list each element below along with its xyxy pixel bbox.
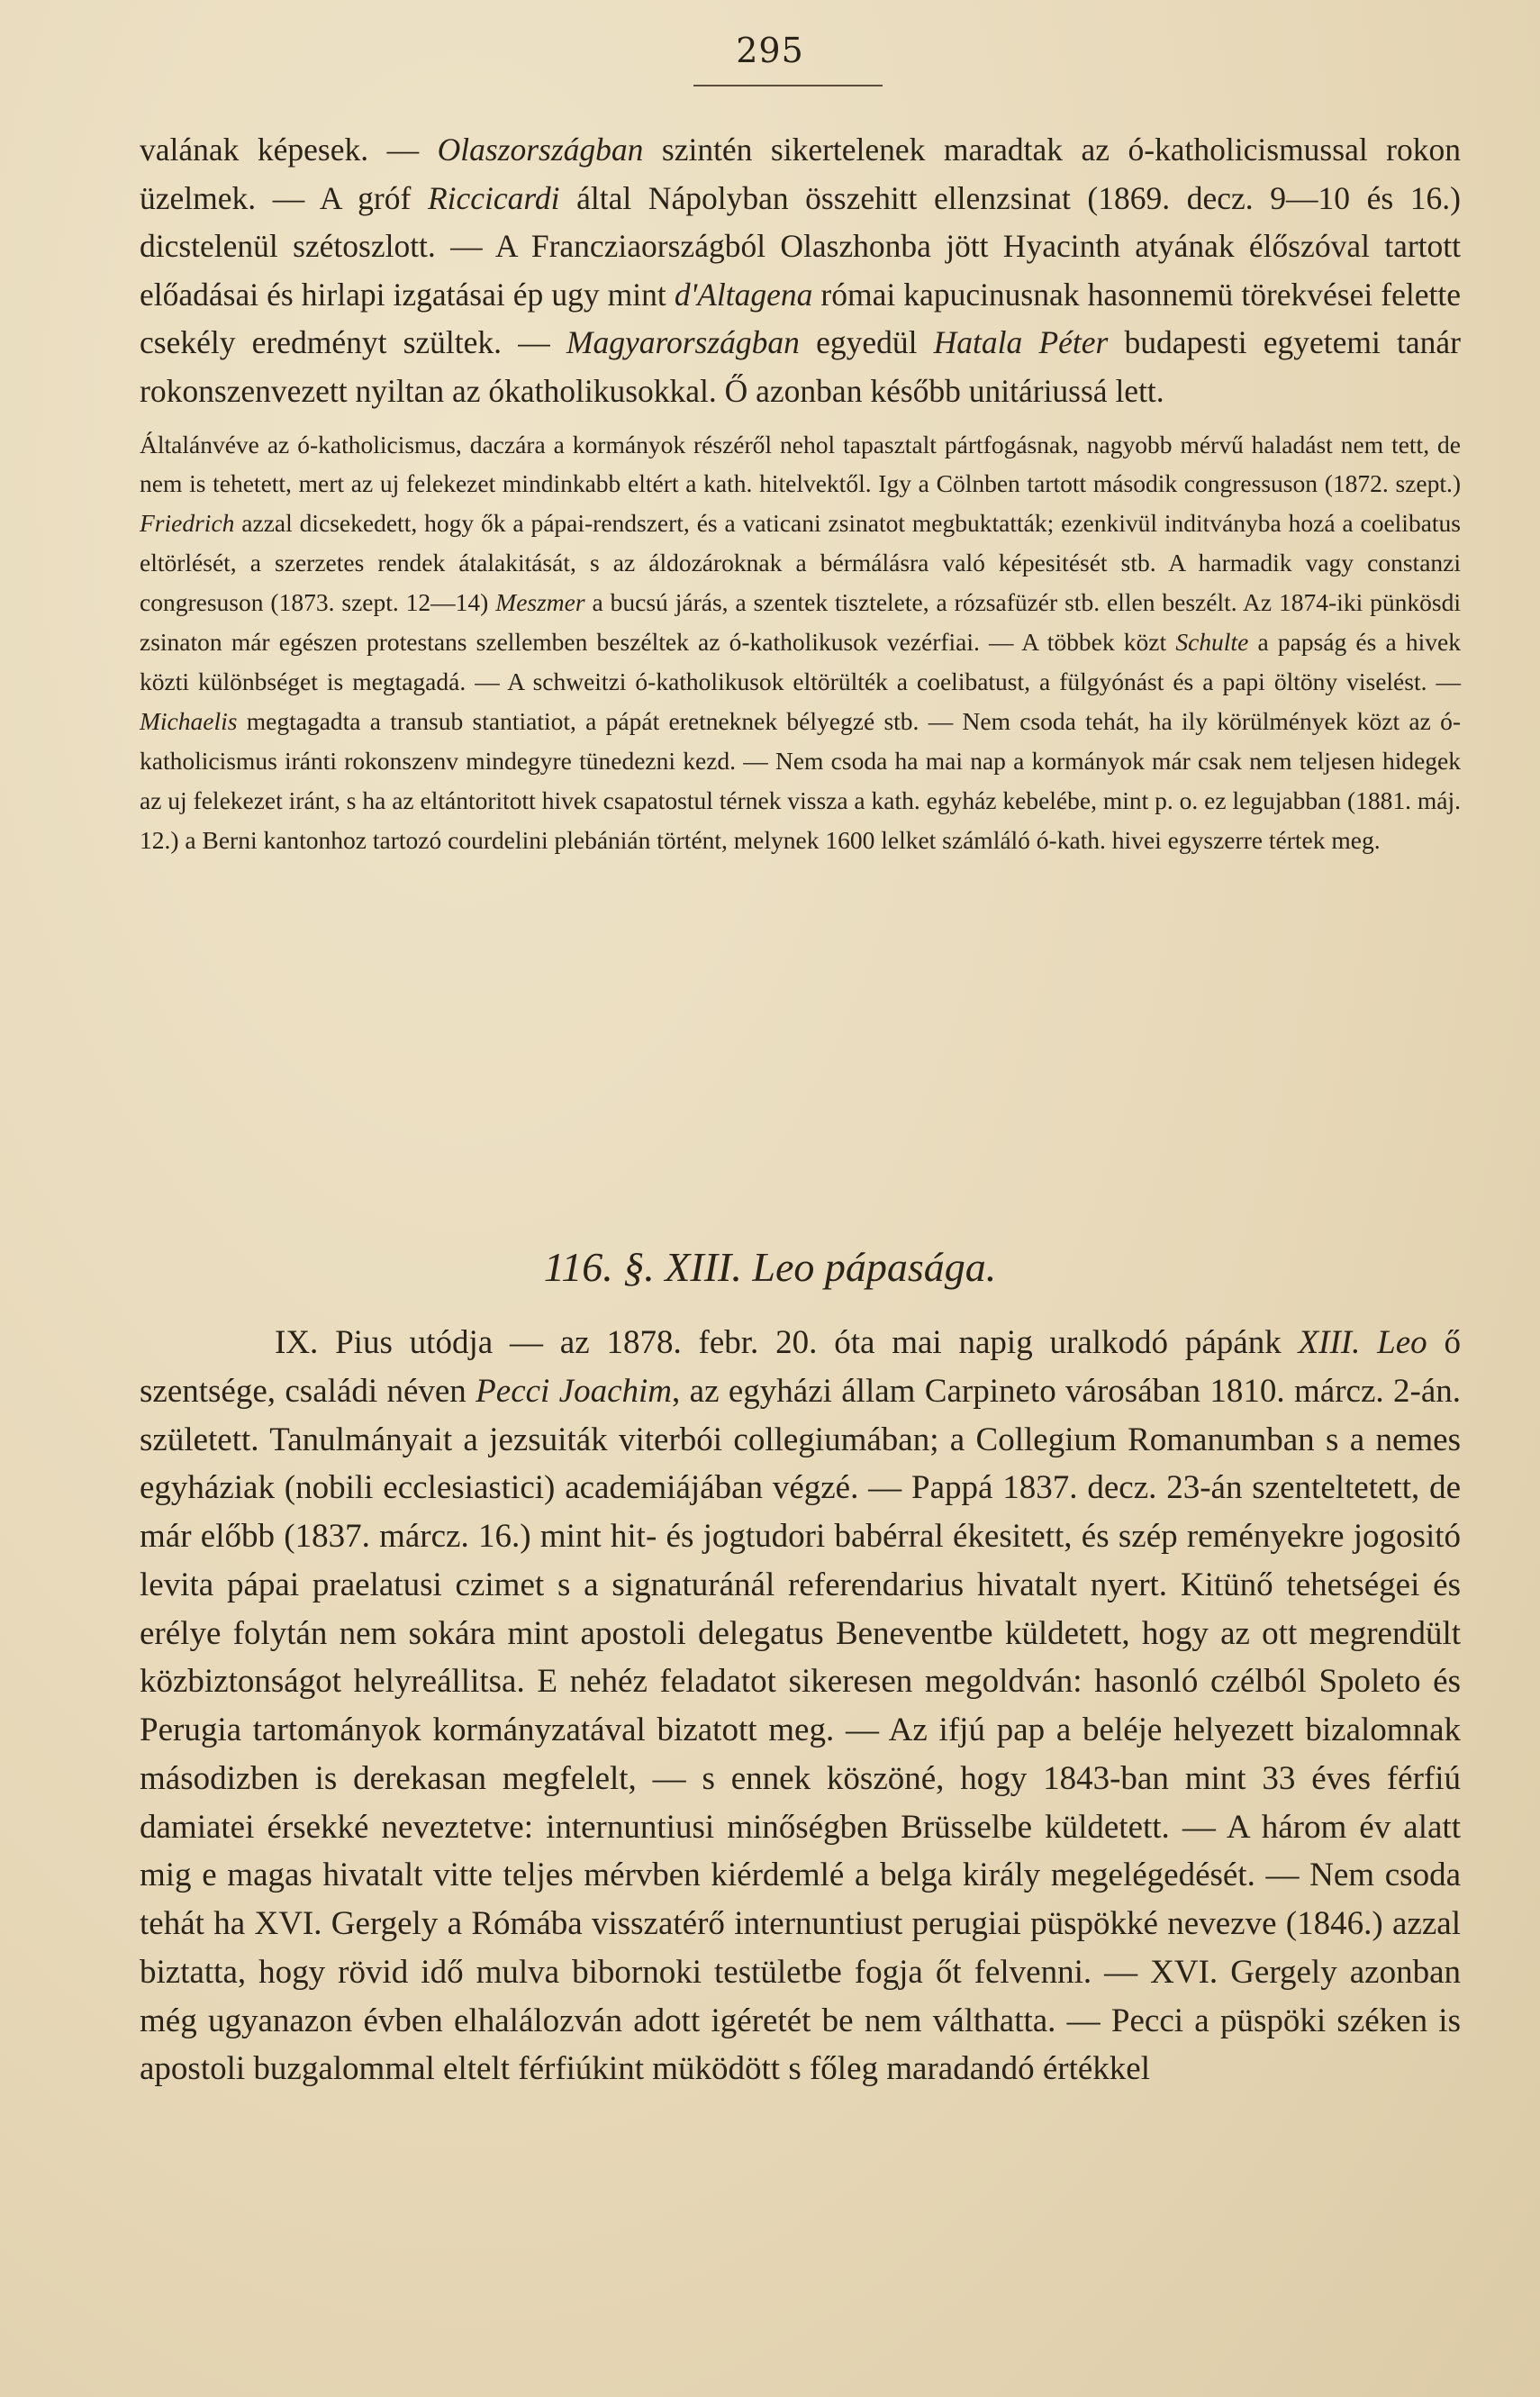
text-run: római kapucinusnak hasonnemü törekvései felette csekély eredményt szültek. — bbox=[140, 276, 1461, 361]
italic-text: Riccicardi bbox=[427, 179, 560, 216]
section-continuation bbox=[140, 126, 1461, 860]
text-run: ő szentsége, családi néven bbox=[140, 1324, 1462, 1410]
body-paragraph-1 bbox=[140, 126, 1461, 416]
text-run: azzal dicsekedett, hogy ők a pápai-rendszert, és a vaticani zsinatot megbuktatták; ezenkivül inditványba hozá a coelibatus eltörlését, a szerzetes rendek átalakitását, s az áldozároknak a bérmálásra való képesitését stb. A harmadik vagy constanzi congresuson (1873. szept. 12—14) bbox=[140, 509, 1461, 617]
italic-text: Pecci Joachim bbox=[476, 1372, 673, 1410]
text-run: , az egyházi állam Carpineto városában 1810. márcz. 2-án. született. Tanulmányait a jezsuiták viterbói collegiumában; a Collegium Romanumban s a nemes egyháziak (nobili ecclesiastici) academiájában végzé. — Pappá 1837. decz. 23-án szenteltetett, de már előbb (1837. márcz. 16.) mint hit- és jogtudori babérral ékesitett, és szép reményekre jogositó levita pápai praelatusi czimet s a signaturánál referendarius hivatalt nyert. Kitünő tehetségei és erélye folytán nem sokára mint apostoli delegatus Beneventbe küldetett, hogy az ott megrendült közbiztonságot helyreállitsa. E nehéz feladatot sikeresen megoldván: hasonló czélból Spoleto és Perugia tartományok kormányzatával bizatott meg. — Az ifjú pap a beléje helyezett bizalomnak másodizben is derekasan megfelelt, — s ennek köszöné, hogy 1843-ban mint 33 éves férfiú damiatei érsekké neveztetve: internuntiusi minőségben Brüsselbe küldetett. — A három év alatt mig e magas hivatalt vitte teljes mérvben kiérdemlé a belga király megelégedését. — Nem csoda tehát ha XVI. Gergely a Rómába visszatérő internuntiust perugiai püspökké nevezve (1846.) azzal biztatta, hogy rövid idő mulva bibornoki testületbe fogja őt felvenni. — XVI. Gergely azonban még ugyanazon évben elhalálozván adott igéretét be nem válthatta. — Pecci a püspöki széken is apostoli buzgalommal eltelt férfiúkint müködött s főleg maradandó értékkel bbox=[140, 1372, 1461, 2088]
text-run: IX. Pius utódja — az 1878. febr. 20. óta mai napig uralkodó pápánk bbox=[275, 1324, 1299, 1361]
text-run: budapesti egyetemi tanár rokonszenvezett nyiltan az ókatholikusokkal. Ő azonban később unitáriussá lett. bbox=[140, 324, 1461, 409]
italic-text: Magyarországban bbox=[566, 324, 800, 361]
italic-text: XIII. Leo bbox=[1298, 1324, 1427, 1361]
italic-text: Friedrich bbox=[140, 509, 235, 538]
text-run: valának képesek. — bbox=[140, 132, 438, 168]
section-heading: 116. §. XIII. Leo pápasága. bbox=[543, 1244, 997, 1290]
italic-text: Meszmer bbox=[495, 588, 585, 617]
section-116 bbox=[140, 1319, 1461, 2093]
header-rule bbox=[693, 85, 883, 86]
footnote-paragraph bbox=[140, 425, 1461, 860]
body-paragraph-2 bbox=[140, 1319, 1461, 2093]
text-run: a bucsú járás, a szentek tisztelete, a rózsafüzér stb. ellen beszélt. Az 1874-iki pünkösdi zsinaton már egészen protestans szellemben beszéltek az ó-katholikusok vezérfiai. — A többek közt bbox=[140, 588, 1461, 657]
text-run: által Nápolyban összehitt ellenzsinat (1869. decz. 9—10 és 16.) dicstelenül szétoszlott. — A Francziaországból Olaszhonba jött Hyacinth atyának élőszóval tartott előadásai és hirlapi izgatásai ép ugy mint bbox=[140, 179, 1461, 313]
text-run: Általánvéve az ó-katholicismus, daczára a kormányok részéről nehol tapasztalt pártfogásnak, nagyobb mérvű haladást nem tett, de nem is tehetett, mert az uj felekezet mindinkabb eltért a kath. hitelvektől. Igy a Cölnben tartott második congressuson (1872. szept.) bbox=[140, 430, 1461, 498]
italic-text: Hatala Péter bbox=[933, 324, 1109, 361]
text-run: szintén sikertelenek maradtak az ó-katholicismussal rokon üzelmek. — A gróf bbox=[140, 132, 1461, 216]
text-run: egyedül bbox=[799, 324, 934, 361]
italic-text: d'Altagena bbox=[674, 276, 813, 313]
page-number: 295 bbox=[736, 31, 804, 70]
text-run: megtagadta a transub stantiatiot, a pápát eretneknek bélyegzé stb. — Nem csoda tehát, ha ily körülmények közt az ó-katholicismus iránti rokonszenv mindegyre tünedezni kezd. — Nem csoda ha mai nap a kormányok már csak nem teljesen hidegek az uj felekezet iránt, s ha az eltántoritott hivek csapatostul térnek vissza a kath. egyház kebelébe, mint p. o. ez legujabban (1881. máj. 12.) a Berni kantonhoz tartozó courdelini plebánián történt, melynek 1600 lelket számláló ó-kath. hivei egyszerre tértek meg. bbox=[140, 706, 1461, 854]
italic-text: Olaszországban bbox=[437, 132, 644, 168]
text-run: a papság és a hivek közti különbséget is megtagadá. — A schweitzi ó-katholikusok eltörülték a coelibatust, a fülgyónást és a papi öltöny viselést. — bbox=[140, 628, 1461, 695]
italic-text: Schulte bbox=[1175, 628, 1249, 657]
italic-text: Michaelis bbox=[140, 706, 238, 735]
